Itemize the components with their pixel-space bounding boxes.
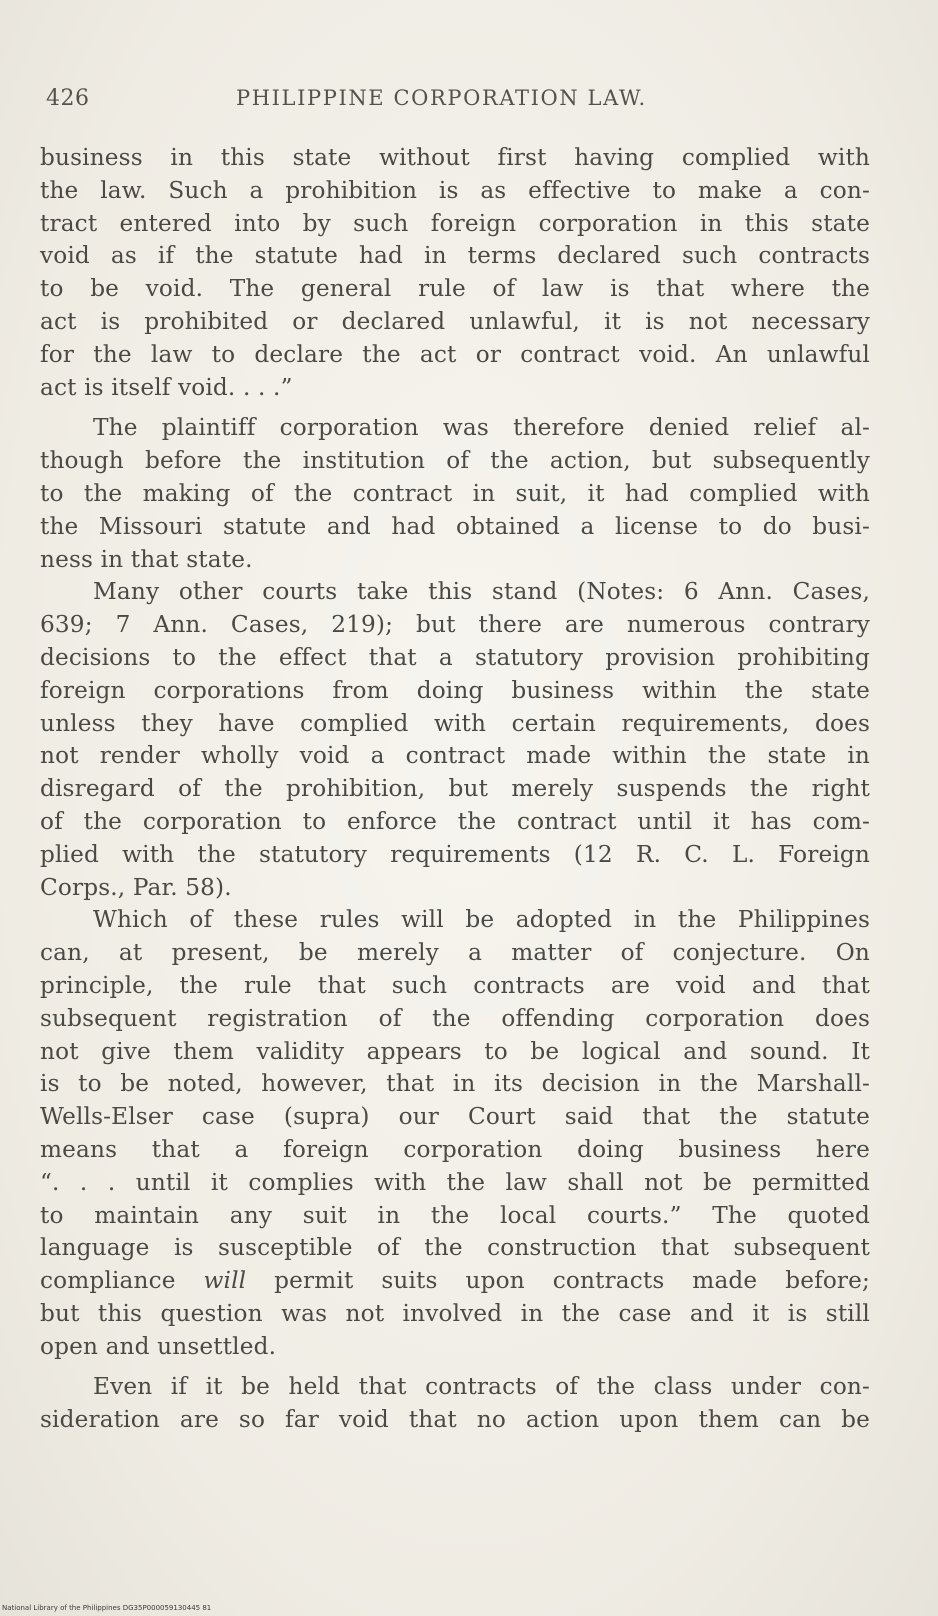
text-line: the Missouri statute and had obtained a license to do busi- — [40, 512, 870, 540]
text-line: business in this state without first having complied with — [40, 144, 870, 171]
text-line: “. . . until it complies with the law shall not be permitted — [40, 1168, 870, 1196]
text-line: open and unsettled. — [40, 1332, 277, 1360]
paragraph-plaintiff — [40, 412, 870, 576]
text-line: disregard of the prohibition, but merely suspends the right — [40, 775, 870, 803]
text-line: means that a foreign corporation doing business here — [40, 1135, 870, 1163]
text-line: 639; 7 Ann. Cases, 219); but there are numerous contrary — [40, 611, 870, 639]
text-line: principle, the rule that such contracts are void and that — [40, 971, 870, 999]
text-line: act is prohibited or declared unlawful, it is not necessary — [40, 307, 870, 335]
scan-credit: National Library of the Philippines DG35P000059130445 81 — [2, 1604, 212, 1612]
italic-word: will — [203, 1267, 247, 1295]
page-number: 426 — [46, 86, 90, 111]
text-line: Many other courts take this stand (Notes: 6 Ann. Cases, — [93, 578, 870, 606]
text-line: Corps., Par. 58). — [40, 873, 232, 901]
text-line: for the law to declare the act or contract void. An unlawful — [40, 340, 870, 368]
text-line: ness in that state. — [40, 545, 253, 573]
paragraph-quotation-end — [40, 142, 870, 404]
text-line: Even if it be held that contracts of the class under con- — [93, 1373, 870, 1401]
text-line: tract entered into by such foreign corporation in this state — [40, 209, 870, 237]
paragraph-gap — [40, 1363, 870, 1371]
paragraph-even-if — [40, 1371, 870, 1437]
text-line: Which of these rules will be adopted in the Philippines — [93, 906, 870, 934]
text-line: not render wholly void a contract made within the state in — [40, 742, 870, 770]
text-line: void as if the statute had in terms declared such contracts — [40, 242, 870, 270]
body-text — [40, 142, 870, 1437]
text-run: compliance — [40, 1267, 204, 1295]
text-line: can, at present, be merely a matter of conjecture. On — [40, 939, 870, 967]
text-line: Wells-Elser case (supra) our Court said that the statute — [40, 1103, 870, 1131]
text-line: not give them validity appears to be logical and sound. It — [40, 1037, 870, 1065]
running-title: PHILIPPINE CORPORATION LAW. — [236, 86, 647, 110]
text-line: decisions to the effect that a statutory provision prohibiting — [40, 643, 870, 671]
text-line: though before the institution of the action, but subsequently — [40, 447, 870, 475]
text-line: is to be noted, however, that in its decision in the Marshall- — [40, 1070, 870, 1098]
text-line: to be void. The general rule of law is that where the — [40, 275, 870, 303]
text-line: to the making of the contract in suit, it had complied with — [40, 479, 870, 507]
text-line: the law. Such a prohibition is as effective to make a con- — [40, 176, 870, 204]
text-line: act is itself void. . . .” — [40, 373, 293, 401]
text-run: permit suits upon contracts made before; — [246, 1267, 870, 1295]
paragraph-other-courts — [40, 576, 870, 904]
text-line: sideration are so far void that no action upon them can be — [40, 1406, 870, 1434]
text-line: language is susceptible of the construction that subsequent — [40, 1234, 870, 1262]
text-line: but this question was not involved in the case and it is still — [40, 1299, 870, 1327]
text-line: plied with the statutory requirements (12 R. C. L. Foreign — [40, 840, 870, 868]
text-line-with-italic — [40, 1265, 870, 1298]
text-line: foreign corporations from doing business within the state — [40, 676, 870, 704]
text-line: subsequent registration of the offending corporation does — [40, 1004, 870, 1032]
page-header — [46, 86, 878, 118]
text-line: unless they have complied with certain requirements, does — [40, 709, 870, 737]
paragraph-gap — [40, 404, 870, 412]
text-line: of the corporation to enforce the contract until it has com- — [40, 807, 870, 835]
paragraph-which-rules — [40, 904, 870, 1363]
text-line: to maintain any suit in the local courts.” The quoted — [40, 1201, 870, 1229]
text-line: The plaintiff corporation was therefore denied relief al- — [93, 414, 870, 442]
